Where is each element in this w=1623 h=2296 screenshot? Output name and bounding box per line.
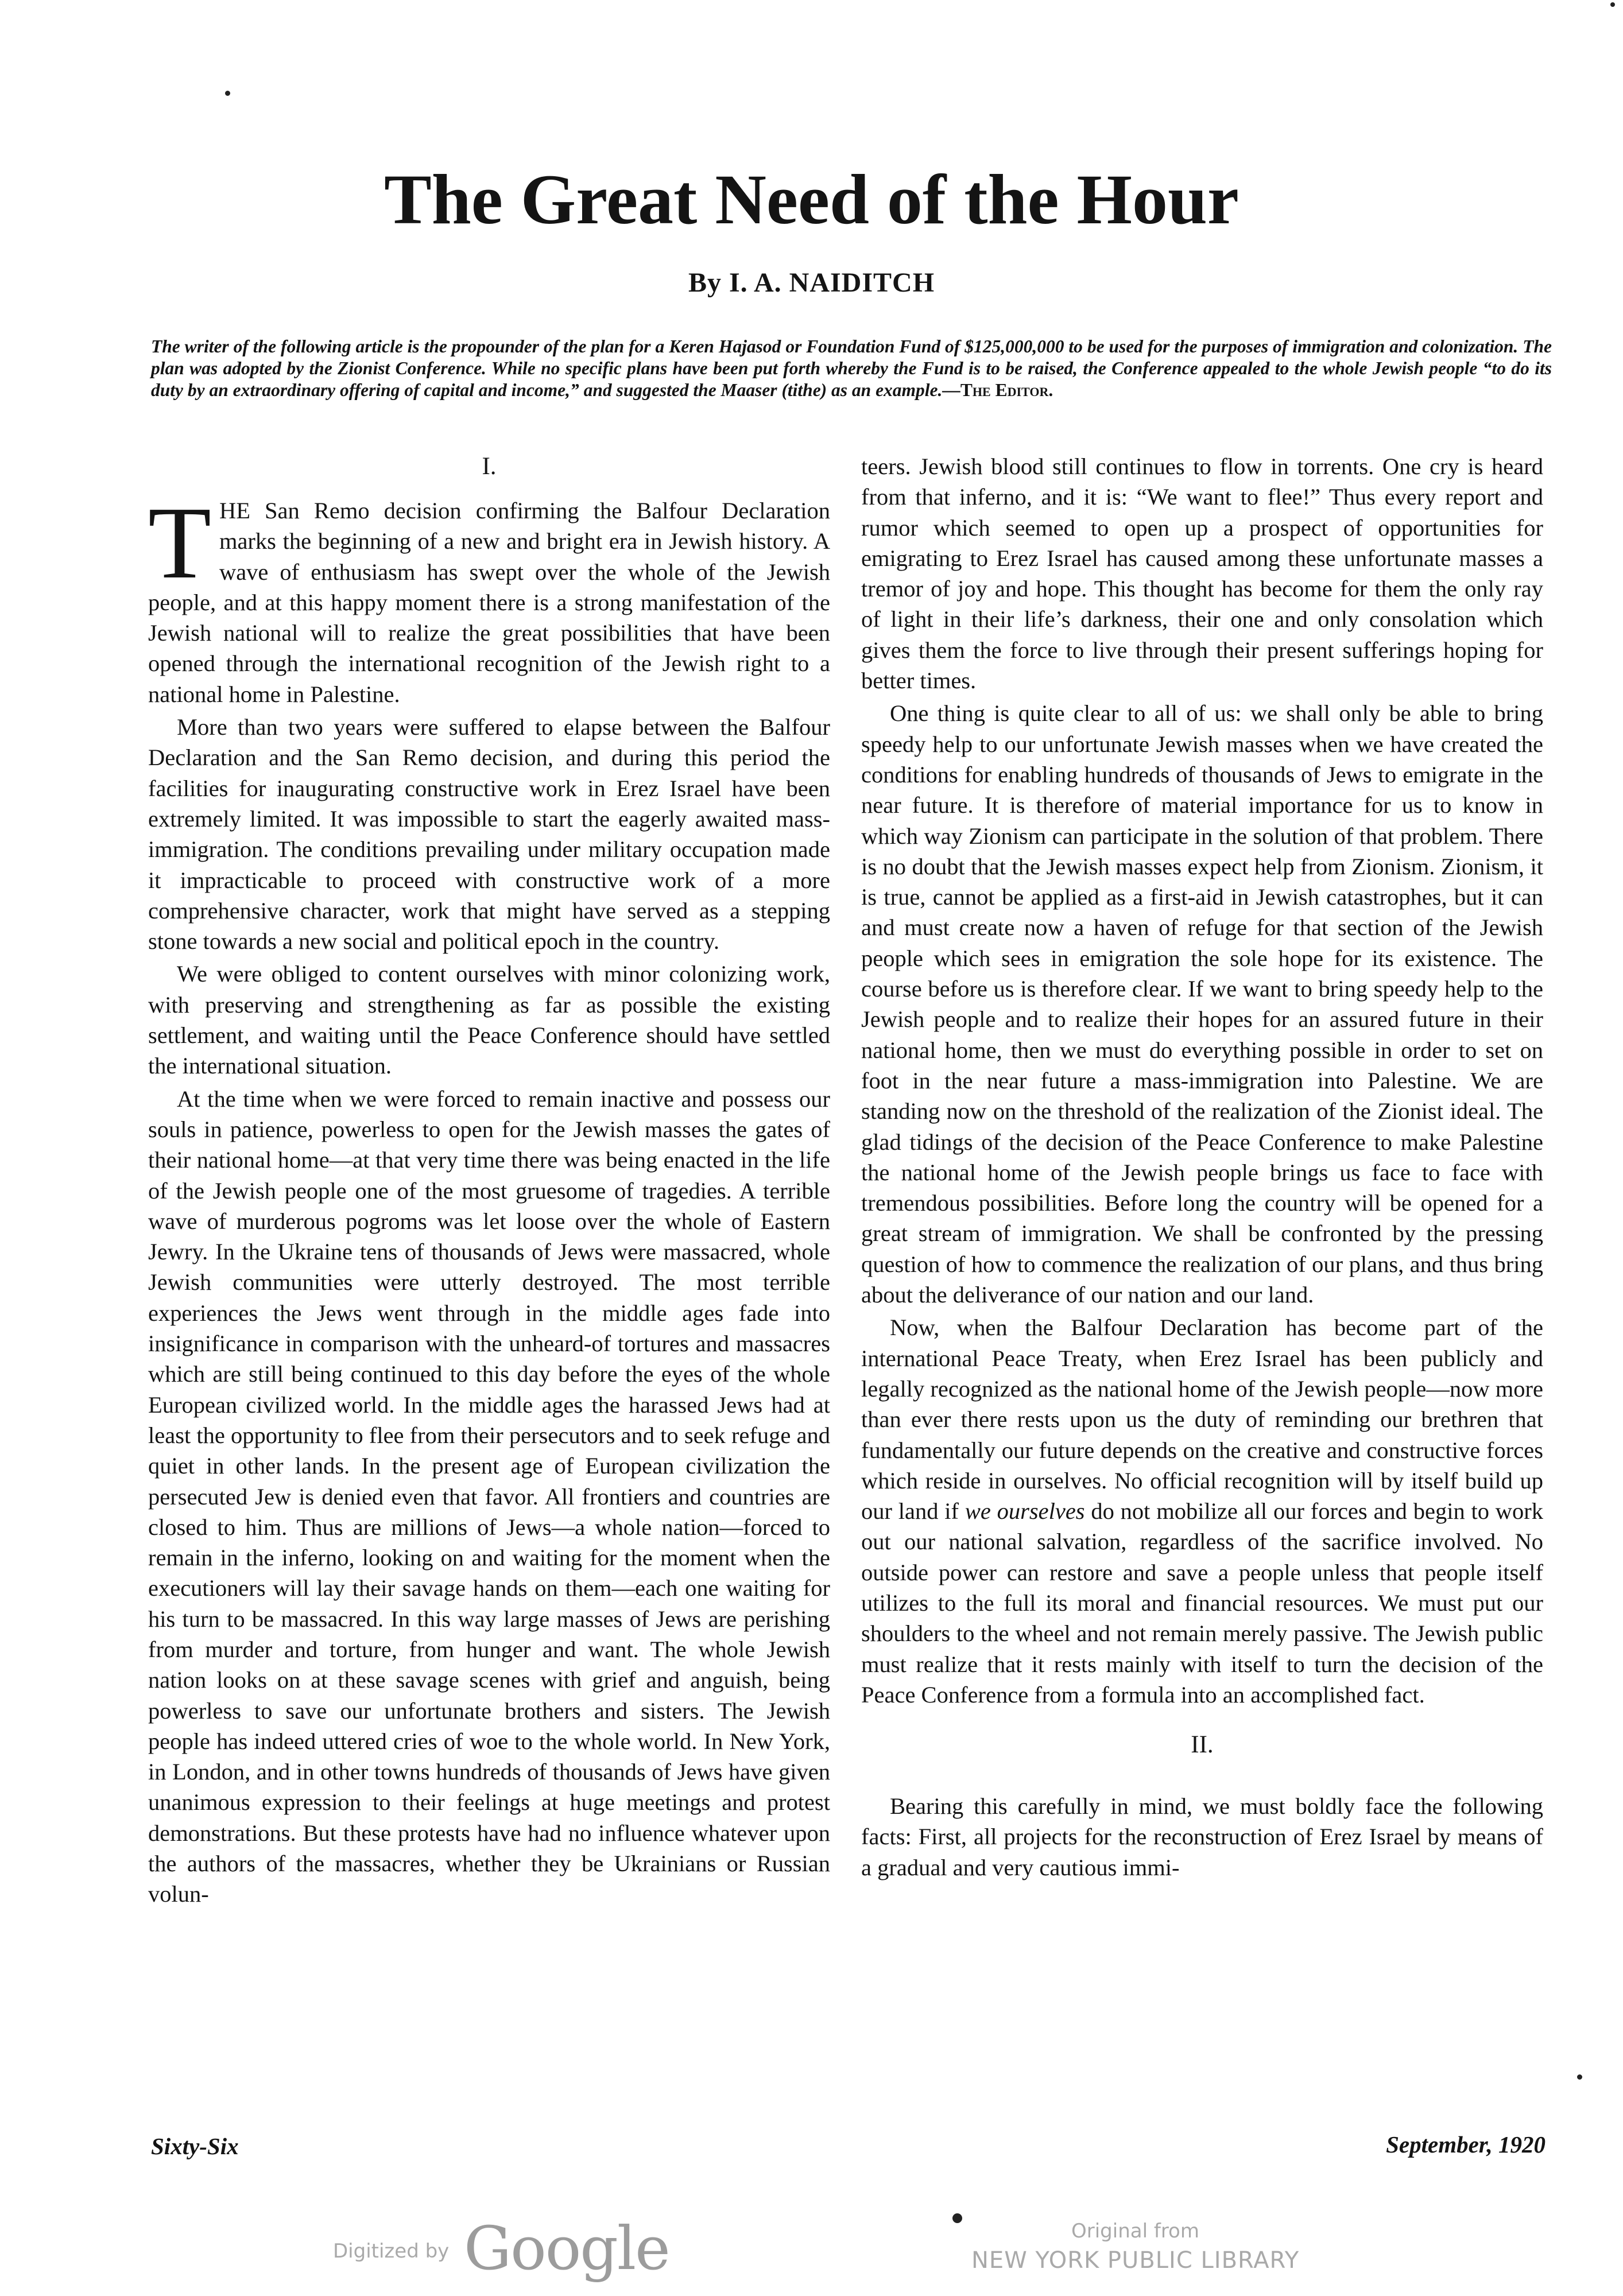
paragraph: At the time when we were forced to remain inactive and possess our souls in patience, powerless to open for the Jewish masses the gates of their national home—at that very time there was being enacted in the life of the Jewish people one of the most gruesome of tragedies. A terrible wave of murderous pogroms was let loose over the whole of Eastern Jewry. In the Ukraine tens of thousands of Jews were massacred, whole Jewish communities were utterly destroyed. The most terrible experiences the Jews went through in the middle ages fade into insignificance in comparison with the unheard-of tortures and massacres which are still being continued to this day before the eyes of the whole European civilized world. In the middle ages the harassed Jews had at least the opportunity to flee from their persecutors and to seek refuge and quiet in other lands. In the present age of European civilization the persecuted Jew is denied even that favor. All frontiers and countries are closed to him. Thus are millions of Jews—a whole nation—forced to remain in the inferno, looking on and waiting for the moment when the executioners will lay their savage hands on them—each one waiting for his turn to be massacred. In this way large masses of Jews are perishing from murder and torture, from hunger and want. The whole Jewish nation looks on at these savage scenes with grief and anguish, being powerless to save our unfortunate brothers and sisters. The Jewish people has indeed uttered cries of woe to the whole world. In New York, in London, and in other towns hundreds of thousands of Jews have given unanimous expression to their feelings at huge meetings and protest demonstrations. But these protests have had no influence whatever upon the authors of the massacres, whether they be Ukrainians or Russian volun- <box>148 1085 830 1907</box>
section-heading-one: I. <box>482 453 497 480</box>
digitized-by-label: Digitized by <box>333 2240 450 2263</box>
library-name: NEW YORK PUBLIC LIBRARY <box>971 2247 1300 2274</box>
paragraph-text: do not mobilize all our forces and begin to work out our national salvation, regardless of the sacrifice involved. No outside power can restore and save a people unless that people itself utilizes to the full its moral and financial resources. We must put our shoulders to the wheel and not remain merely passive. The Jewish public must realize that it rests mainly with itself to turn the decision of the Peace Conference from a formula into an accomplished fact. <box>861 1498 1544 1708</box>
drop-cap: T <box>148 486 211 600</box>
editor-note-text: The writer of the following article is the propounder of the plan for a Keren Hajasod or Foundation Fund of $125,000,000 to be used for the purposes of immigration and colonization. The plan was adopted by the Zionist Conference. While no specific plans have been put forth whereby the Fund is to be raised, the Conference appealed to the whole Jewish people “to do its duty by an extraordinary offering of capital and income,” and suggested the Maaser (tithe) as an example.— <box>151 336 1552 400</box>
original-from-label: Original from <box>1071 2220 1199 2243</box>
scan-speck <box>1577 2074 1582 2080</box>
editor-note <box>151 336 1552 401</box>
lead-first-word: HE <box>219 498 250 523</box>
issue-date: September, 1920 <box>1386 2131 1545 2158</box>
left-column <box>148 451 830 1912</box>
page-number-label: Sixty-Six <box>151 2133 239 2159</box>
paragraph: teers. Jewish blood still continues to flow in torrents. One cry is heard from that inferno, and it is: “We want to flee!” Thus every report and rumor which seemed to open up a prospect of opportunities for emigrating to Erez Israel has caused among these unfortunate masses a tremor of joy and hope. This thought has become for them the only ray of light in their life’s darkness, their one and only consolation which gives them the force to live through their present sufferings hoping for better times. <box>861 453 1543 694</box>
paragraph: Bearing this carefully in mind, we must boldly face the following facts: First, all projects for the reconstruction of Erez Israel by means of a gradual and very cautious immi- <box>861 1793 1543 1880</box>
paragraph: More than two years were suffered to elapse between the Balfour Declaration and the San Remo decision, and during this period the facilities for inaugurating constructive work in Erez Israel have been extremely limited. It was impossible to start the eagerly awaited mass-immigration. The conditions prevailing under military occupation made it impracticable to proceed with constructive work of a more comprehensive character, work that might have served as a stepping stone towards a new social and political epoch in the country. <box>148 714 830 955</box>
scan-speck <box>225 91 230 96</box>
scan-speck <box>1610 2 1615 7</box>
article-byline: By I. A. NAIDITCH <box>688 267 935 298</box>
section-heading-two: II. <box>1191 1731 1214 1759</box>
paragraph <box>148 486 830 709</box>
paragraph <box>861 1312 1543 1710</box>
editor-signature: The Editor. <box>960 380 1053 400</box>
emphasis-text: we ourselves <box>964 1498 1085 1525</box>
scan-speck <box>952 2213 962 2223</box>
right-column <box>861 451 1543 1885</box>
lead-text: San Remo decision confirming the Balfour Declaration marks the beginning of a new and bright era in Jewish history. A wave of enthusiasm has swept over the whole of the Jewish people, and at this happy moment there is a strong manifestation of the Jewish national will to realize the great possibilities that have been opened through the international recognition of the Jewish right to a national home in Palestine. <box>148 498 830 707</box>
paragraph: We were obliged to content ourselves with minor colonizing work, with preserving and strengthening as far as possible the existing settlement, and waiting until the Peace Conference should have settled the international situation. <box>148 961 830 1079</box>
google-logo: Google <box>464 2213 669 2283</box>
article-title: The Great Need of the Hour <box>384 160 1239 239</box>
paragraph-text: Now, when the Balfour Declaration has become part of the international Peace Treaty, when Erez Israel has been publicly and legally recognized as the national home of the Jewish people—now more than ever there rests upon us the duty of reminding our brethren that fundamentally our future depends on the creative and constructive forces which reside in ourselves. No official recognition will by itself build up our land if <box>861 1314 1543 1525</box>
paragraph: One thing is quite clear to all of us: we shall only be able to bring speedy help to our unfortunate Jewish masses when we have created the conditions for enabling hundreds of thousands of Jews to emigrate in the near future. It is therefore of material importance for us to know in which way Zionism can participate in the solution of that problem. There is no doubt that the Jewish masses expect help from Zionism. Zionism, it is true, cannot be applied as a first-aid in Jewish catastrophes, but it can and must create now a haven of refuge for that section of the Jewish people which sees in emigration the sole hope for its existence. The course before us is therefore clear. If we want to bring speedy help to the Jewish people and to realize their hopes for an assured future in their national home, then we must do everything possible in order to set on foot in the near future a mass-immigration into Palestine. We are standing now on the threshold of the realization of the Zionist ideal. The glad tidings of the decision of the Peace Conference to make Palestine the national home of the Jewish people brings us face to face with tremendous possibilities. Before long the country will be opened for a great stream of immigration. We shall be confronted by the pressing question of how to commence the realization of our plans, and thus bring about the deliverance of our nation and our land. <box>861 700 1543 1308</box>
